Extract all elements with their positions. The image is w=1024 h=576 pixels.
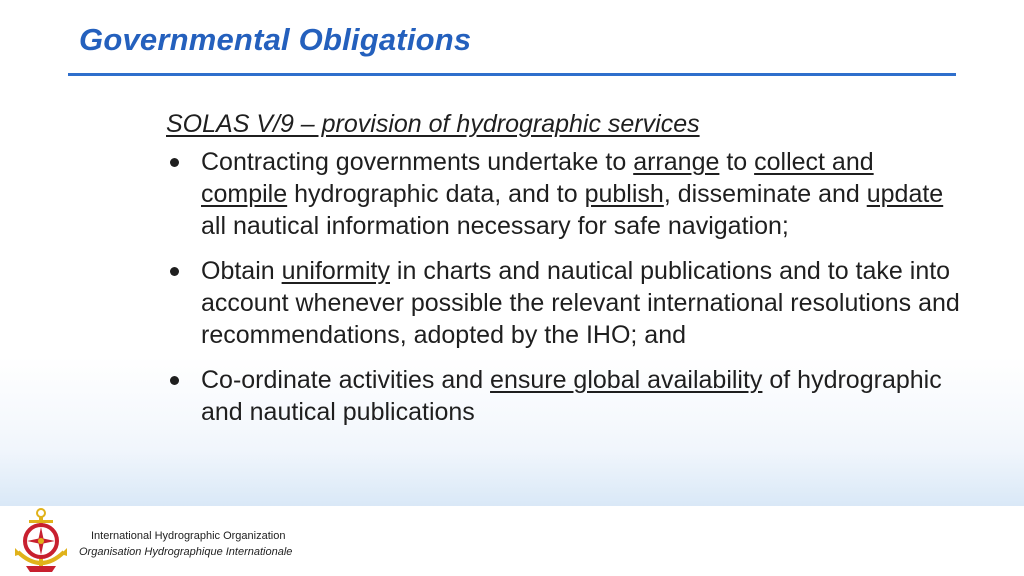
- bullet-text-segment: to: [719, 148, 755, 176]
- bullet-item: [166, 364, 966, 428]
- bullet-text: [201, 146, 966, 242]
- bullet-text-segment: hydrographic data, and to: [287, 180, 585, 208]
- bullet-list: [166, 146, 966, 428]
- bullet-item: [166, 255, 966, 351]
- org-name-french: Organisation Hydrographique Internationale: [79, 546, 293, 558]
- bullet-text-segment: all nautical information necessary for safe navigation;: [201, 212, 789, 240]
- slide-content: [166, 108, 966, 441]
- title-underline-rule: [68, 73, 956, 76]
- bullet-text-segment: in charts and nautical publications and to take into account whenever possible the relevant international resolutions and recommendations, adopted by the IHO; and: [201, 257, 960, 349]
- bullet-dot-icon: [170, 376, 179, 385]
- bullet-text: [201, 364, 966, 428]
- bullet-dot-icon: [170, 158, 179, 167]
- emphasized-term: ensure global availability: [490, 366, 763, 394]
- bullet-item: [166, 146, 966, 242]
- bullet-text-segment: , disseminate and: [663, 180, 867, 208]
- bullet-text: [201, 255, 966, 351]
- emphasized-term: uniformity: [281, 257, 390, 285]
- emphasized-term: arrange: [633, 148, 720, 176]
- bullet-text-segment: of hydrographic and nautical publications: [201, 366, 942, 426]
- slide-title: Governmental Obligations: [79, 22, 472, 57]
- bullet-text-segment: Co-ordinate activities and: [201, 366, 491, 394]
- bullet-text-segment: Obtain: [201, 257, 282, 285]
- emphasized-term: publish: [584, 180, 664, 208]
- emphasized-term: collect and compile: [201, 148, 874, 208]
- subheading: SOLAS V/9 – provision of hydrographic services: [166, 110, 700, 138]
- bullet-text-segment: Contracting governments undertake to: [201, 148, 634, 176]
- iho-emblem-icon: [12, 508, 70, 574]
- org-name-english: International Hydrographic Organization: [91, 530, 286, 542]
- bullet-dot-icon: [170, 267, 179, 276]
- emphasized-term: update: [866, 180, 944, 208]
